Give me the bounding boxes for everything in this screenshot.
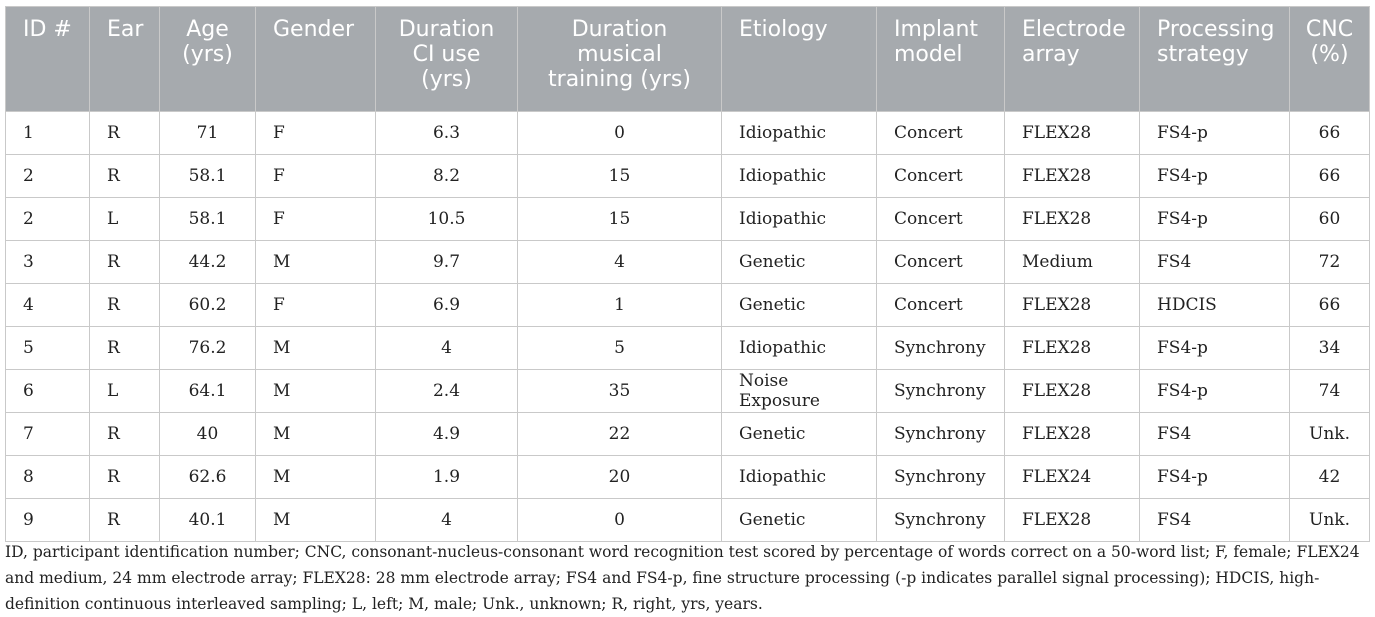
cell-duration-musical: 0 — [518, 499, 722, 542]
cell-implant-model: Synchrony — [877, 370, 1005, 413]
cell-processing-strategy: FS4 — [1140, 413, 1290, 456]
cell-electrode-array: FLEX28 — [1005, 155, 1140, 198]
cell-gender: F — [256, 284, 376, 327]
cell-implant-model: Concert — [877, 198, 1005, 241]
cell-duration-ci: 2.4 — [376, 370, 518, 413]
cell-processing-strategy: FS4 — [1140, 241, 1290, 284]
cell-age: 76.2 — [160, 327, 256, 370]
cell-etiology: Idiopathic — [722, 112, 877, 155]
cell-duration-musical: 4 — [518, 241, 722, 284]
header-line: Implant — [894, 17, 979, 42]
cell-gender: M — [256, 241, 376, 284]
header-id — [6, 7, 90, 112]
cell-duration-ci: 8.2 — [376, 155, 518, 198]
header-line: Gender — [273, 17, 355, 42]
cell-ear: L — [90, 370, 160, 413]
header-ear — [90, 7, 160, 112]
cell-processing-strategy: FS4-p — [1140, 370, 1290, 413]
table-row — [6, 456, 1370, 499]
cell-duration-ci: 4 — [376, 499, 518, 542]
cell-cnc: 60 — [1290, 198, 1370, 241]
cell-age: 64.1 — [160, 370, 256, 413]
table-footnote: ID, participant identification number; CNC, consonant-nucleus-consonant word recognition test scored by percentage of words correct on a 50-word list; F, female; FLEX24 and medium, 24 mm electrode array; FLEX28: 28 mm electrode array; FS4 and FS4-p, fine structure processing (-p indicates parallel signal processing); HDCIS, high-definition continuous interleaved sampling; L, left; M, male; Unk., unknown; R, right, yrs, years. — [5, 543, 1360, 613]
table-body — [6, 112, 1370, 542]
cell-cnc: 66 — [1290, 284, 1370, 327]
cell-id: 1 — [6, 112, 90, 155]
cell-age: 62.6 — [160, 456, 256, 499]
table-row — [6, 327, 1370, 370]
cell-etiology: Idiopathic — [722, 198, 877, 241]
header-line: (yrs) — [421, 67, 472, 92]
cell-electrode-array: FLEX28 — [1005, 284, 1140, 327]
cell-electrode-array: FLEX28 — [1005, 198, 1140, 241]
cell-id: 9 — [6, 499, 90, 542]
cell-gender: F — [256, 112, 376, 155]
cell-ear: R — [90, 112, 160, 155]
cell-electrode-array: FLEX28 — [1005, 499, 1140, 542]
cell-implant-model: Synchrony — [877, 456, 1005, 499]
cell-cnc: 72 — [1290, 241, 1370, 284]
header-line: (%) — [1310, 42, 1349, 67]
cell-electrode-array: FLEX28 — [1005, 112, 1140, 155]
cell-age: 71 — [160, 112, 256, 155]
cell-id: 8 — [6, 456, 90, 499]
cell-duration-musical: 0 — [518, 112, 722, 155]
header-line: CI use — [412, 42, 481, 67]
cell-ear: R — [90, 413, 160, 456]
cell-etiology: Idiopathic — [722, 327, 877, 370]
header-duration-musical — [518, 7, 722, 112]
cell-processing-strategy: FS4-p — [1140, 155, 1290, 198]
cell-age: 58.1 — [160, 198, 256, 241]
participant-table — [5, 6, 1370, 542]
header-processing-strategy — [1140, 7, 1290, 112]
header-line: (yrs) — [182, 42, 233, 67]
cell-duration-ci: 4 — [376, 327, 518, 370]
table-row — [6, 284, 1370, 327]
header-line: strategy — [1157, 42, 1249, 67]
cell-age: 60.2 — [160, 284, 256, 327]
header-line: training (yrs) — [548, 67, 691, 92]
header-etiology — [722, 7, 877, 112]
cell-duration-musical: 15 — [518, 198, 722, 241]
cell-cnc: Unk. — [1290, 413, 1370, 456]
cell-implant-model: Synchrony — [877, 499, 1005, 542]
table-row — [6, 241, 1370, 284]
cell-duration-musical: 5 — [518, 327, 722, 370]
cell-duration-musical: 1 — [518, 284, 722, 327]
cell-electrode-array: FLEX28 — [1005, 370, 1140, 413]
cell-ear: R — [90, 327, 160, 370]
cell-electrode-array: Medium — [1005, 241, 1140, 284]
header-line: Processing — [1157, 17, 1275, 42]
cell-duration-musical: 15 — [518, 155, 722, 198]
cell-age: 44.2 — [160, 241, 256, 284]
cell-etiology: Idiopathic — [722, 155, 877, 198]
cell-id: 7 — [6, 413, 90, 456]
table-row — [6, 112, 1370, 155]
cell-implant-model: Synchrony — [877, 413, 1005, 456]
header-line: model — [894, 42, 963, 67]
cell-duration-ci: 6.3 — [376, 112, 518, 155]
cell-cnc: 34 — [1290, 327, 1370, 370]
cell-electrode-array: FLEX28 — [1005, 327, 1140, 370]
cell-etiology: Genetic — [722, 499, 877, 542]
cell-age: 40.1 — [160, 499, 256, 542]
cell-processing-strategy: FS4 — [1140, 499, 1290, 542]
cell-implant-model: Concert — [877, 155, 1005, 198]
cell-age: 58.1 — [160, 155, 256, 198]
cell-cnc: 66 — [1290, 155, 1370, 198]
cell-id: 6 — [6, 370, 90, 413]
cell-duration-ci: 10.5 — [376, 198, 518, 241]
cell-duration-ci: 4.9 — [376, 413, 518, 456]
cell-electrode-array: FLEX28 — [1005, 413, 1140, 456]
cell-ear: R — [90, 284, 160, 327]
cell-cnc: 42 — [1290, 456, 1370, 499]
cell-etiology: Genetic — [722, 241, 877, 284]
header-line: Electrode — [1022, 17, 1126, 42]
cell-implant-model: Concert — [877, 112, 1005, 155]
header-line: Etiology — [739, 17, 828, 42]
cell-processing-strategy: FS4-p — [1140, 198, 1290, 241]
cell-id: 5 — [6, 327, 90, 370]
cell-implant-model: Synchrony — [877, 327, 1005, 370]
cell-etiology: Genetic — [722, 284, 877, 327]
header-line: Duration — [398, 17, 495, 42]
header-electrode-array — [1005, 7, 1140, 112]
header-cnc — [1290, 7, 1370, 112]
cell-processing-strategy: HDCIS — [1140, 284, 1290, 327]
header-line: ID # — [23, 17, 72, 42]
cell-processing-strategy: FS4-p — [1140, 456, 1290, 499]
cell-duration-musical: 22 — [518, 413, 722, 456]
cell-etiology: Noise Exposure — [722, 370, 877, 413]
cell-cnc: 74 — [1290, 370, 1370, 413]
cell-processing-strategy: FS4-p — [1140, 327, 1290, 370]
cell-id: 2 — [6, 198, 90, 241]
cell-duration-musical: 20 — [518, 456, 722, 499]
header-line: Duration — [571, 17, 668, 42]
cell-ear: L — [90, 198, 160, 241]
cell-gender: M — [256, 456, 376, 499]
header-implant-model — [877, 7, 1005, 112]
cell-implant-model: Concert — [877, 284, 1005, 327]
cell-electrode-array: FLEX24 — [1005, 456, 1140, 499]
cell-id: 4 — [6, 284, 90, 327]
cell-gender: M — [256, 327, 376, 370]
cell-gender: F — [256, 198, 376, 241]
table-row — [6, 413, 1370, 456]
cell-ear: R — [90, 241, 160, 284]
header-line: Age — [186, 17, 229, 42]
cell-gender: F — [256, 155, 376, 198]
cell-ear: R — [90, 499, 160, 542]
cell-gender: M — [256, 413, 376, 456]
cell-duration-ci: 9.7 — [376, 241, 518, 284]
header-duration-ci — [376, 7, 518, 112]
header-line: array — [1022, 42, 1080, 67]
cell-gender: M — [256, 499, 376, 542]
table-row — [6, 499, 1370, 542]
table-row — [6, 370, 1370, 413]
cell-cnc: 66 — [1290, 112, 1370, 155]
cell-gender: M — [256, 370, 376, 413]
header-row — [6, 7, 1370, 112]
header-line: CNC — [1305, 17, 1354, 42]
header-line: musical — [577, 42, 662, 67]
header-age — [160, 7, 256, 112]
cell-processing-strategy: FS4-p — [1140, 112, 1290, 155]
cell-duration-ci: 6.9 — [376, 284, 518, 327]
header-line: Ear — [107, 17, 144, 42]
table-row — [6, 198, 1370, 241]
cell-id: 2 — [6, 155, 90, 198]
cell-ear: R — [90, 155, 160, 198]
cell-etiology: Genetic — [722, 413, 877, 456]
cell-age: 40 — [160, 413, 256, 456]
cell-duration-musical: 35 — [518, 370, 722, 413]
cell-id: 3 — [6, 241, 90, 284]
cell-implant-model: Concert — [877, 241, 1005, 284]
cell-cnc: Unk. — [1290, 499, 1370, 542]
cell-etiology: Idiopathic — [722, 456, 877, 499]
table-row — [6, 155, 1370, 198]
cell-ear: R — [90, 456, 160, 499]
cell-duration-ci: 1.9 — [376, 456, 518, 499]
header-gender — [256, 7, 376, 112]
